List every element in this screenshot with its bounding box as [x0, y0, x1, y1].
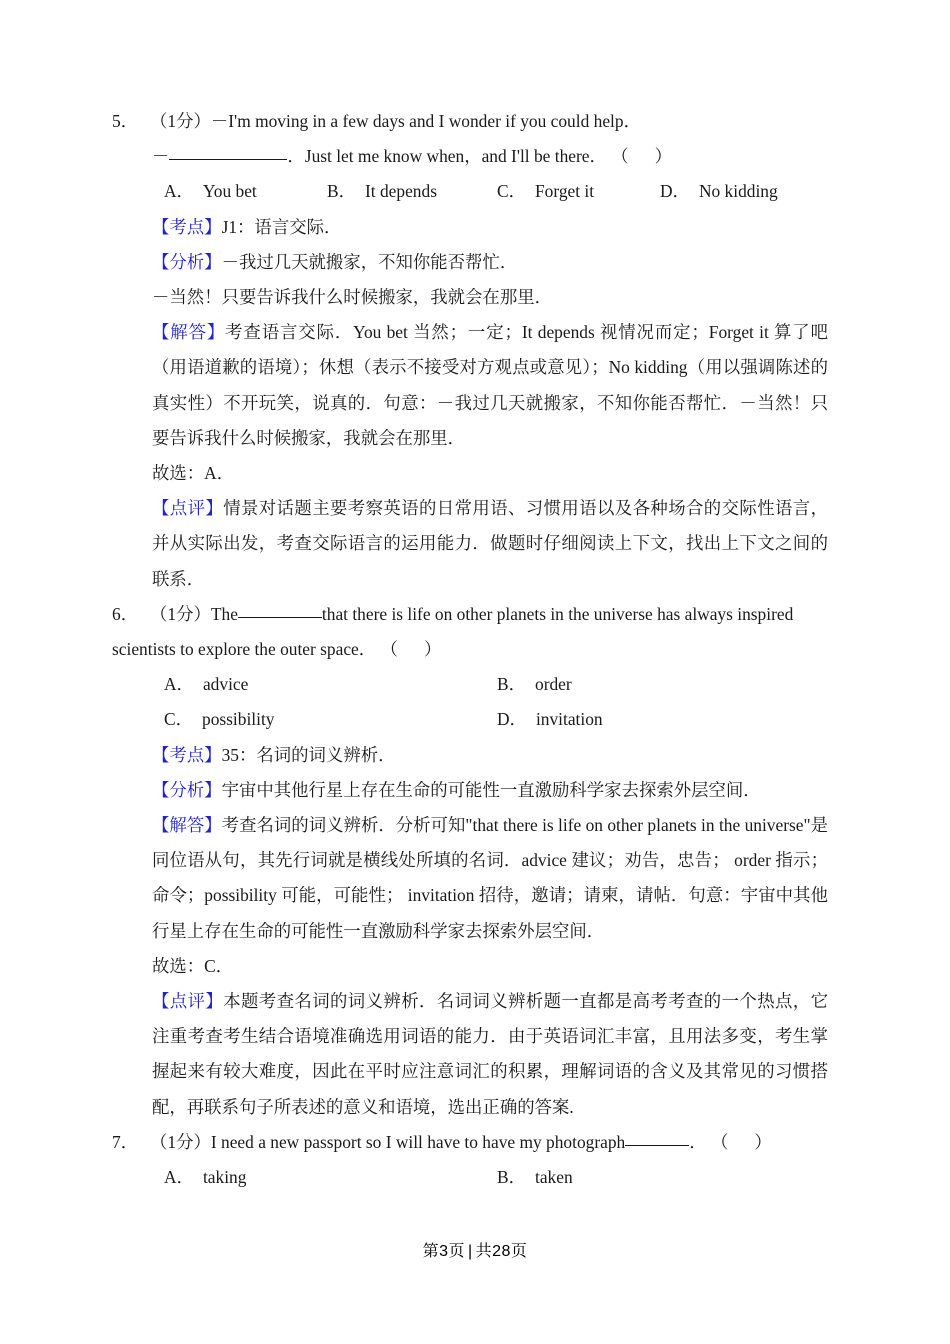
- question-6-score: （1分）: [150, 603, 211, 624]
- question-6-answer-paren-open: （: [380, 639, 398, 660]
- option-6-d[interactable]: [497, 702, 603, 737]
- question-block-7: [112, 1125, 828, 1195]
- option-5-c[interactable]: [497, 174, 594, 209]
- question-7-stem-post: ．: [689, 1131, 707, 1152]
- option-6-c-text: possibility: [202, 709, 275, 730]
- option-6-a-text: advice: [202, 674, 249, 695]
- question-6-guxuan: [112, 949, 828, 984]
- question-5-answer-paren-open: （: [611, 146, 629, 167]
- jieda-label-6: 【解答】: [152, 815, 222, 836]
- question-6-options-row-2: [112, 702, 828, 737]
- option-6-d-text: invitation: [535, 709, 603, 730]
- jieda-text-5: 考查语言交际．You bet 当然；一定；It depends 视情况而定；Forget it 算了吧（用语道歉的语境）；休想（表示不接受对方观点或意见）；No kidding（用以强调陈述的真实性）不开玩笑，说真的．句意：－我过几天就搬家，不知你能否帮忙．－当然！只要告诉我什么时候搬家，我就会在那里．: [152, 322, 828, 448]
- question-6-stem: [112, 597, 828, 667]
- option-5-a-text: You bet: [202, 181, 257, 202]
- footer-total-pages: 共28页: [475, 1243, 528, 1260]
- dianping-text-6: 本题考查名词的词义辨析．名词词义辨析题一直都是高考考查的一个热点，它注重考查考生结合语境准确选用词语的能力．由于英语词汇丰富，且用法多变，考生掌握起来有较大难度，因此在平时应注意词汇的积累，理解词语的含义及其常见的习惯搭配，再联系句子所表述的意义和语境，选出正确的答案.: [152, 991, 828, 1117]
- question-block-5: [112, 104, 828, 597]
- question-6-stem-pre: The: [210, 603, 238, 624]
- kaodian-label-5: 【考点】: [152, 216, 222, 237]
- option-7-a-letter: A．: [164, 1167, 194, 1188]
- fenxi-label-5: 【分析】: [152, 251, 222, 272]
- question-6-answer-blank: [238, 617, 322, 618]
- option-5-d-text: No kidding: [698, 181, 778, 202]
- question-5-guxuan: [112, 456, 828, 491]
- question-6-options-row-1: [112, 667, 828, 702]
- question-5-fenxi: [112, 245, 828, 280]
- question-block-6: [112, 597, 828, 1125]
- page-content: [112, 104, 828, 1195]
- question-5-number: 5．: [112, 111, 139, 131]
- kaodian-label-6: 【考点】: [152, 744, 222, 765]
- kaodian-text-6: 35：名词的词义辨析．: [221, 744, 396, 765]
- question-5-answer-paren-close: ）: [654, 146, 673, 167]
- question-6-stem-post: that there is life on other planets in the universe has always inspired scientists to explore the outer space．: [112, 603, 794, 660]
- kaodian-text-5: J1：语言交际．: [221, 216, 342, 237]
- question-7-score: （1分）: [150, 1131, 211, 1152]
- question-5-stem-text-1: －I'm moving in a few days and I wonder if you could help．: [210, 111, 641, 131]
- option-7-b-text: taken: [535, 1167, 573, 1188]
- option-5-b-text: It depends: [365, 181, 437, 202]
- question-7-stem-pre: I need a new passport so I will have to have my photograph: [210, 1131, 626, 1152]
- option-6-c[interactable]: [164, 702, 274, 737]
- jieda-label-5: 【解答】: [152, 322, 226, 343]
- option-7-b-letter: B．: [497, 1167, 526, 1188]
- question-6-number: 6．: [112, 603, 139, 624]
- dianping-label-5: 【点评】: [152, 498, 224, 519]
- option-6-c-letter: C．: [164, 709, 193, 730]
- question-6-jieda: [112, 808, 828, 949]
- dianping-label-6: 【点评】: [152, 991, 224, 1012]
- option-6-a[interactable]: [164, 667, 248, 702]
- question-6-answer-paren-close: ）: [423, 639, 442, 660]
- question-5-dianping: [112, 491, 828, 597]
- option-5-d-letter: D．: [660, 181, 690, 202]
- option-6-b[interactable]: [497, 667, 572, 702]
- question-6-kaodian: [112, 738, 828, 773]
- option-6-d-letter: D．: [497, 709, 527, 730]
- question-7-answer-blank: [625, 1145, 689, 1146]
- fenxi-extra-text-5: －当然！只要告诉我什么时候搬家，我就会在那里．: [152, 287, 552, 307]
- question-5-jieda: [112, 315, 828, 456]
- guxuan-text-6: 故选：C．: [152, 955, 234, 976]
- option-7-b[interactable]: [497, 1160, 573, 1195]
- option-5-c-text: Forget it: [535, 181, 595, 202]
- option-7-a[interactable]: [164, 1160, 246, 1195]
- question-6-dianping: [112, 984, 828, 1125]
- question-5-stem-line-2: [112, 139, 828, 174]
- question-6-fenxi: [112, 773, 828, 808]
- footer-separator: |: [467, 1243, 473, 1260]
- question-7-stem: [112, 1125, 828, 1160]
- fenxi-text-6: 宇宙中其他行星上存在生命的可能性一直激励科学家去探索外层空间．: [221, 779, 761, 800]
- option-5-b[interactable]: [327, 174, 437, 209]
- question-5-fenxi-extra: [112, 280, 828, 315]
- option-5-d[interactable]: [660, 174, 778, 209]
- question-7-answer-paren-open: （: [711, 1131, 729, 1152]
- question-7-number: 7．: [112, 1131, 139, 1152]
- option-5-b-letter: B．: [327, 181, 356, 202]
- option-7-a-text: taking: [202, 1167, 247, 1188]
- question-5-score: （1分）: [150, 111, 211, 131]
- option-5-a-letter: A．: [164, 181, 194, 202]
- question-5-kaodian: [112, 210, 828, 245]
- question-5-options: [112, 174, 828, 209]
- question-7-options-row-1: [112, 1160, 828, 1195]
- option-6-b-text: order: [535, 674, 572, 695]
- option-6-b-letter: B．: [497, 674, 526, 695]
- option-5-c-letter: C．: [497, 181, 526, 202]
- footer-current-page: 第3页: [422, 1243, 465, 1260]
- question-5-stem-line-1: [112, 104, 828, 139]
- jieda-text-6: 考查名词的词义辨析．分析可知"that there is life on other planets in the universe"是同位语从句，其先行词就是横线处所填的名词．advice 建议；劝告，忠告； order 指示；命令；possibility 可能，可能性； invitation 招待，邀请；请柬，请帖．句意：宇宙中其他行星上存在生命的可能性一直激励科学家去探索外层空间．: [152, 815, 828, 941]
- question-7-answer-paren-close: ）: [754, 1131, 772, 1152]
- option-6-a-letter: A．: [164, 674, 194, 695]
- fenxi-text-5: －我过几天就搬家，不知你能否帮忙．: [221, 251, 518, 272]
- question-5-stem-text-2: ．Just let me know when，and I'll be there．: [287, 146, 607, 167]
- guxuan-text-5: 故选：A．: [152, 463, 235, 484]
- option-5-a[interactable]: [164, 174, 257, 209]
- dianping-text-5: 情景对话题主要考察英语的日常用语、习惯用语以及各种场合的交际性语言，并从实际出发，考查交际语言的运用能力．做题时仔细阅读上下文，找出上下文之间的联系．: [152, 498, 828, 589]
- question-5-answer-blank: [169, 159, 287, 160]
- page-footer: [0, 1238, 950, 1261]
- fenxi-label-6: 【分析】: [152, 779, 222, 800]
- question-5-dash: －: [152, 146, 170, 167]
